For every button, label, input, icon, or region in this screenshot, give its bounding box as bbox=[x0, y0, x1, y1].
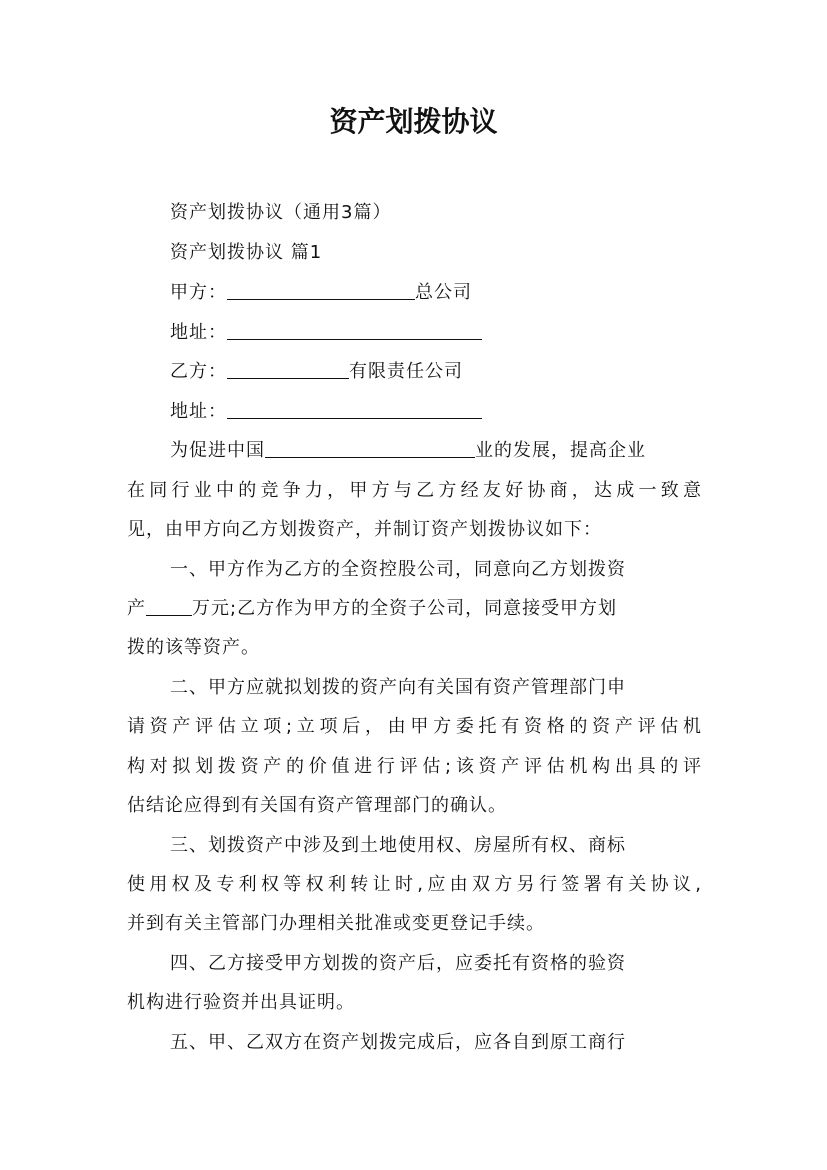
party-a-address-line bbox=[170, 318, 745, 344]
clause-1-text-a: 产 bbox=[127, 598, 146, 619]
address-label: 地址： bbox=[170, 401, 227, 422]
party-b-address-line bbox=[170, 397, 745, 423]
clause-4-line-2: 机构进行验资并出具证明。 bbox=[127, 992, 355, 1013]
party-b-blank bbox=[227, 362, 349, 379]
clause-2-line-4: 估结论应得到有关国有资产管理部门的确认。 bbox=[127, 795, 507, 816]
intro-text-a: 为促进中国 bbox=[170, 440, 265, 461]
industry-blank bbox=[265, 441, 475, 458]
clause-2-line-1: 二、甲方应就拟划拨的资产向有关国有资产管理部门申 bbox=[170, 677, 626, 698]
party-b-label: 乙方： bbox=[170, 361, 227, 382]
document-title: 资产划拨协议 bbox=[329, 105, 498, 138]
intro-line-3: 见，由甲方向乙方划拨资产，并制订资产划拨协议如下： bbox=[127, 519, 602, 540]
clause-1-line-3: 拨的该等资产。 bbox=[127, 637, 260, 658]
address-blank bbox=[227, 323, 482, 340]
party-b-suffix: 有限责任公司 bbox=[349, 361, 463, 382]
clause-3-line-2: 使用权及专利权等权利转让时,应由双方另行签署有关协议, bbox=[127, 874, 702, 895]
party-a-blank bbox=[227, 283, 415, 300]
amount-blank bbox=[146, 599, 192, 616]
clause-3-line-3: 并到有关主管部门办理相关批准或变更登记手续。 bbox=[127, 913, 545, 934]
address-blank bbox=[227, 402, 482, 419]
clause-2-line-2: 请资产评估立项;立项后，由甲方委托有资格的资产评估机 bbox=[127, 716, 702, 737]
address-label: 地址： bbox=[170, 322, 227, 343]
clause-1-text-b: 万元;乙方作为甲方的全资子公司，同意接受甲方划 bbox=[192, 598, 618, 619]
party-b-line bbox=[170, 357, 745, 383]
clause-4-line-1: 四、乙方接受甲方划拨的资产后，应委托有资格的验资 bbox=[170, 953, 626, 974]
clause-5-line-1: 五、甲、乙双方在资产划拨完成后，应各自到原工商行 bbox=[170, 1032, 626, 1053]
subtitle: 资产划拨协议（通用3篇） bbox=[170, 202, 392, 223]
intro-line-1 bbox=[170, 436, 745, 462]
clause-3-line-1: 三、划拨资产中涉及到土地使用权、房屋所有权、商标 bbox=[170, 835, 626, 856]
intro-line-2: 在同行业中的竞争力，甲方与乙方经友好协商，达成一致意 bbox=[127, 480, 702, 501]
clause-2-line-3: 构对拟划拨资产的价值进行评估;该资产评估机构出具的评 bbox=[127, 756, 702, 777]
intro-text-b: 业的发展，提高企业 bbox=[475, 440, 646, 461]
party-a-line bbox=[170, 278, 745, 304]
party-a-label: 甲方： bbox=[170, 282, 227, 303]
clause-1-line-1: 一、甲方作为乙方的全资控股公司，同意向乙方划拨资 bbox=[170, 559, 626, 580]
party-a-suffix: 总公司 bbox=[415, 282, 472, 303]
clause-1-line-2 bbox=[127, 594, 702, 620]
section-heading: 资产划拨协议 篇1 bbox=[170, 242, 323, 263]
